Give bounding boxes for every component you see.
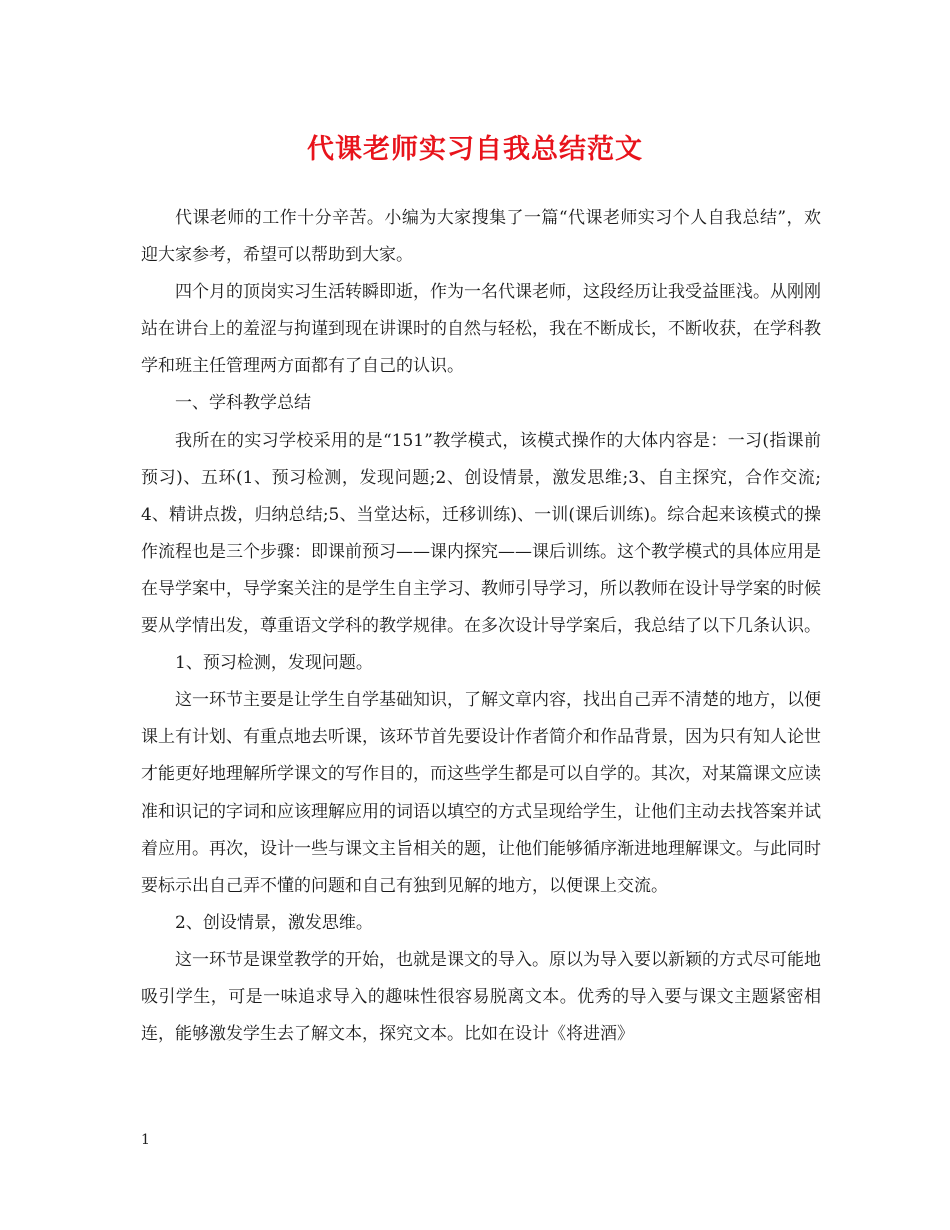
subheading-preview-check: 1、预习检测，发现问题。	[175, 653, 373, 674]
paragraph-teaching-model: 我所在的实习学校采用的是“151”教学模式，该模式操作的大体内容是：一习(指课前预习)、五环(1、预习检测，发现问题;2、创设情景，激发思维;3、自主探究，合作交流;4、精讲点拨，归纳总结;5、当堂达标，迁移训练)、一训(课后训练)。综合起来该模式的操作流程也是三个步骤：即课前预习——课内探究——课后训练。这个教学模式的具体应用是在导学案中，导学案关注的是学生自主学习、教师引导学习，所以教师在设计导学案的时候要从学情出发，尊重语文学科的教学规律。在多次设计导学案后，我总结了以下几条认识。	[141, 430, 821, 637]
document-body	[141, 200, 821, 1053]
paragraph-overview: 四个月的顶岗实习生活转瞬即逝，作为一名代课老师，这段经历让我受益匪浅。从刚刚站在讲台上的羞涩与拘谨到现在讲课时的自然与轻松，我在不断成长，不断收获，在学科教学和班主任管理两方面都有了自己的认识。	[141, 282, 821, 377]
document-title: 代课老师实习自我总结范文	[307, 134, 643, 165]
paragraph-create-scene: 这一环节是课堂教学的开始，也就是课文的导入。原以为导入要以新颖的方式尽可能地吸引学生，可是一味追求导入的趣味性很容易脱离文本。优秀的导入要与课文主题紧密相连，能够激发学生去了解文本，探究文本。比如在设计《将进酒》	[141, 949, 821, 1045]
subheading-create-scene: 2、创设情景，激发思维。	[175, 912, 373, 933]
paragraph-preview-check: 这一环节主要是让学生自学基础知识，了解文章内容，找出自己弄不清楚的地方，以便课上有计划、有重点地去听课，该环节首先要设计作者简介和作品背景，因为只有知人论世才能更好地理解所学课文的写作目的，而这些学生都是可以自学的。其次，对某篇课文应读准和识记的字词和应该理解应用的词语以填空的方式呈现给学生，让他们主动去找答案并试着应用。再次，设计一些与课文主旨相关的题，让他们能够循序渐进地理解课文。与此同时要标示出自己弄不懂的问题和自己有独到见解的地方，以便课上交流。	[141, 690, 821, 896]
page-number: 1	[141, 1132, 150, 1148]
paragraph-intro: 代课老师的工作十分辛苦。小编为大家搜集了一篇“代课老师实习个人自我总结”，欢迎大家参考，希望可以帮助到大家。	[141, 208, 821, 266]
section-heading-teaching-summary: 一、学科教学总结	[175, 393, 311, 414]
